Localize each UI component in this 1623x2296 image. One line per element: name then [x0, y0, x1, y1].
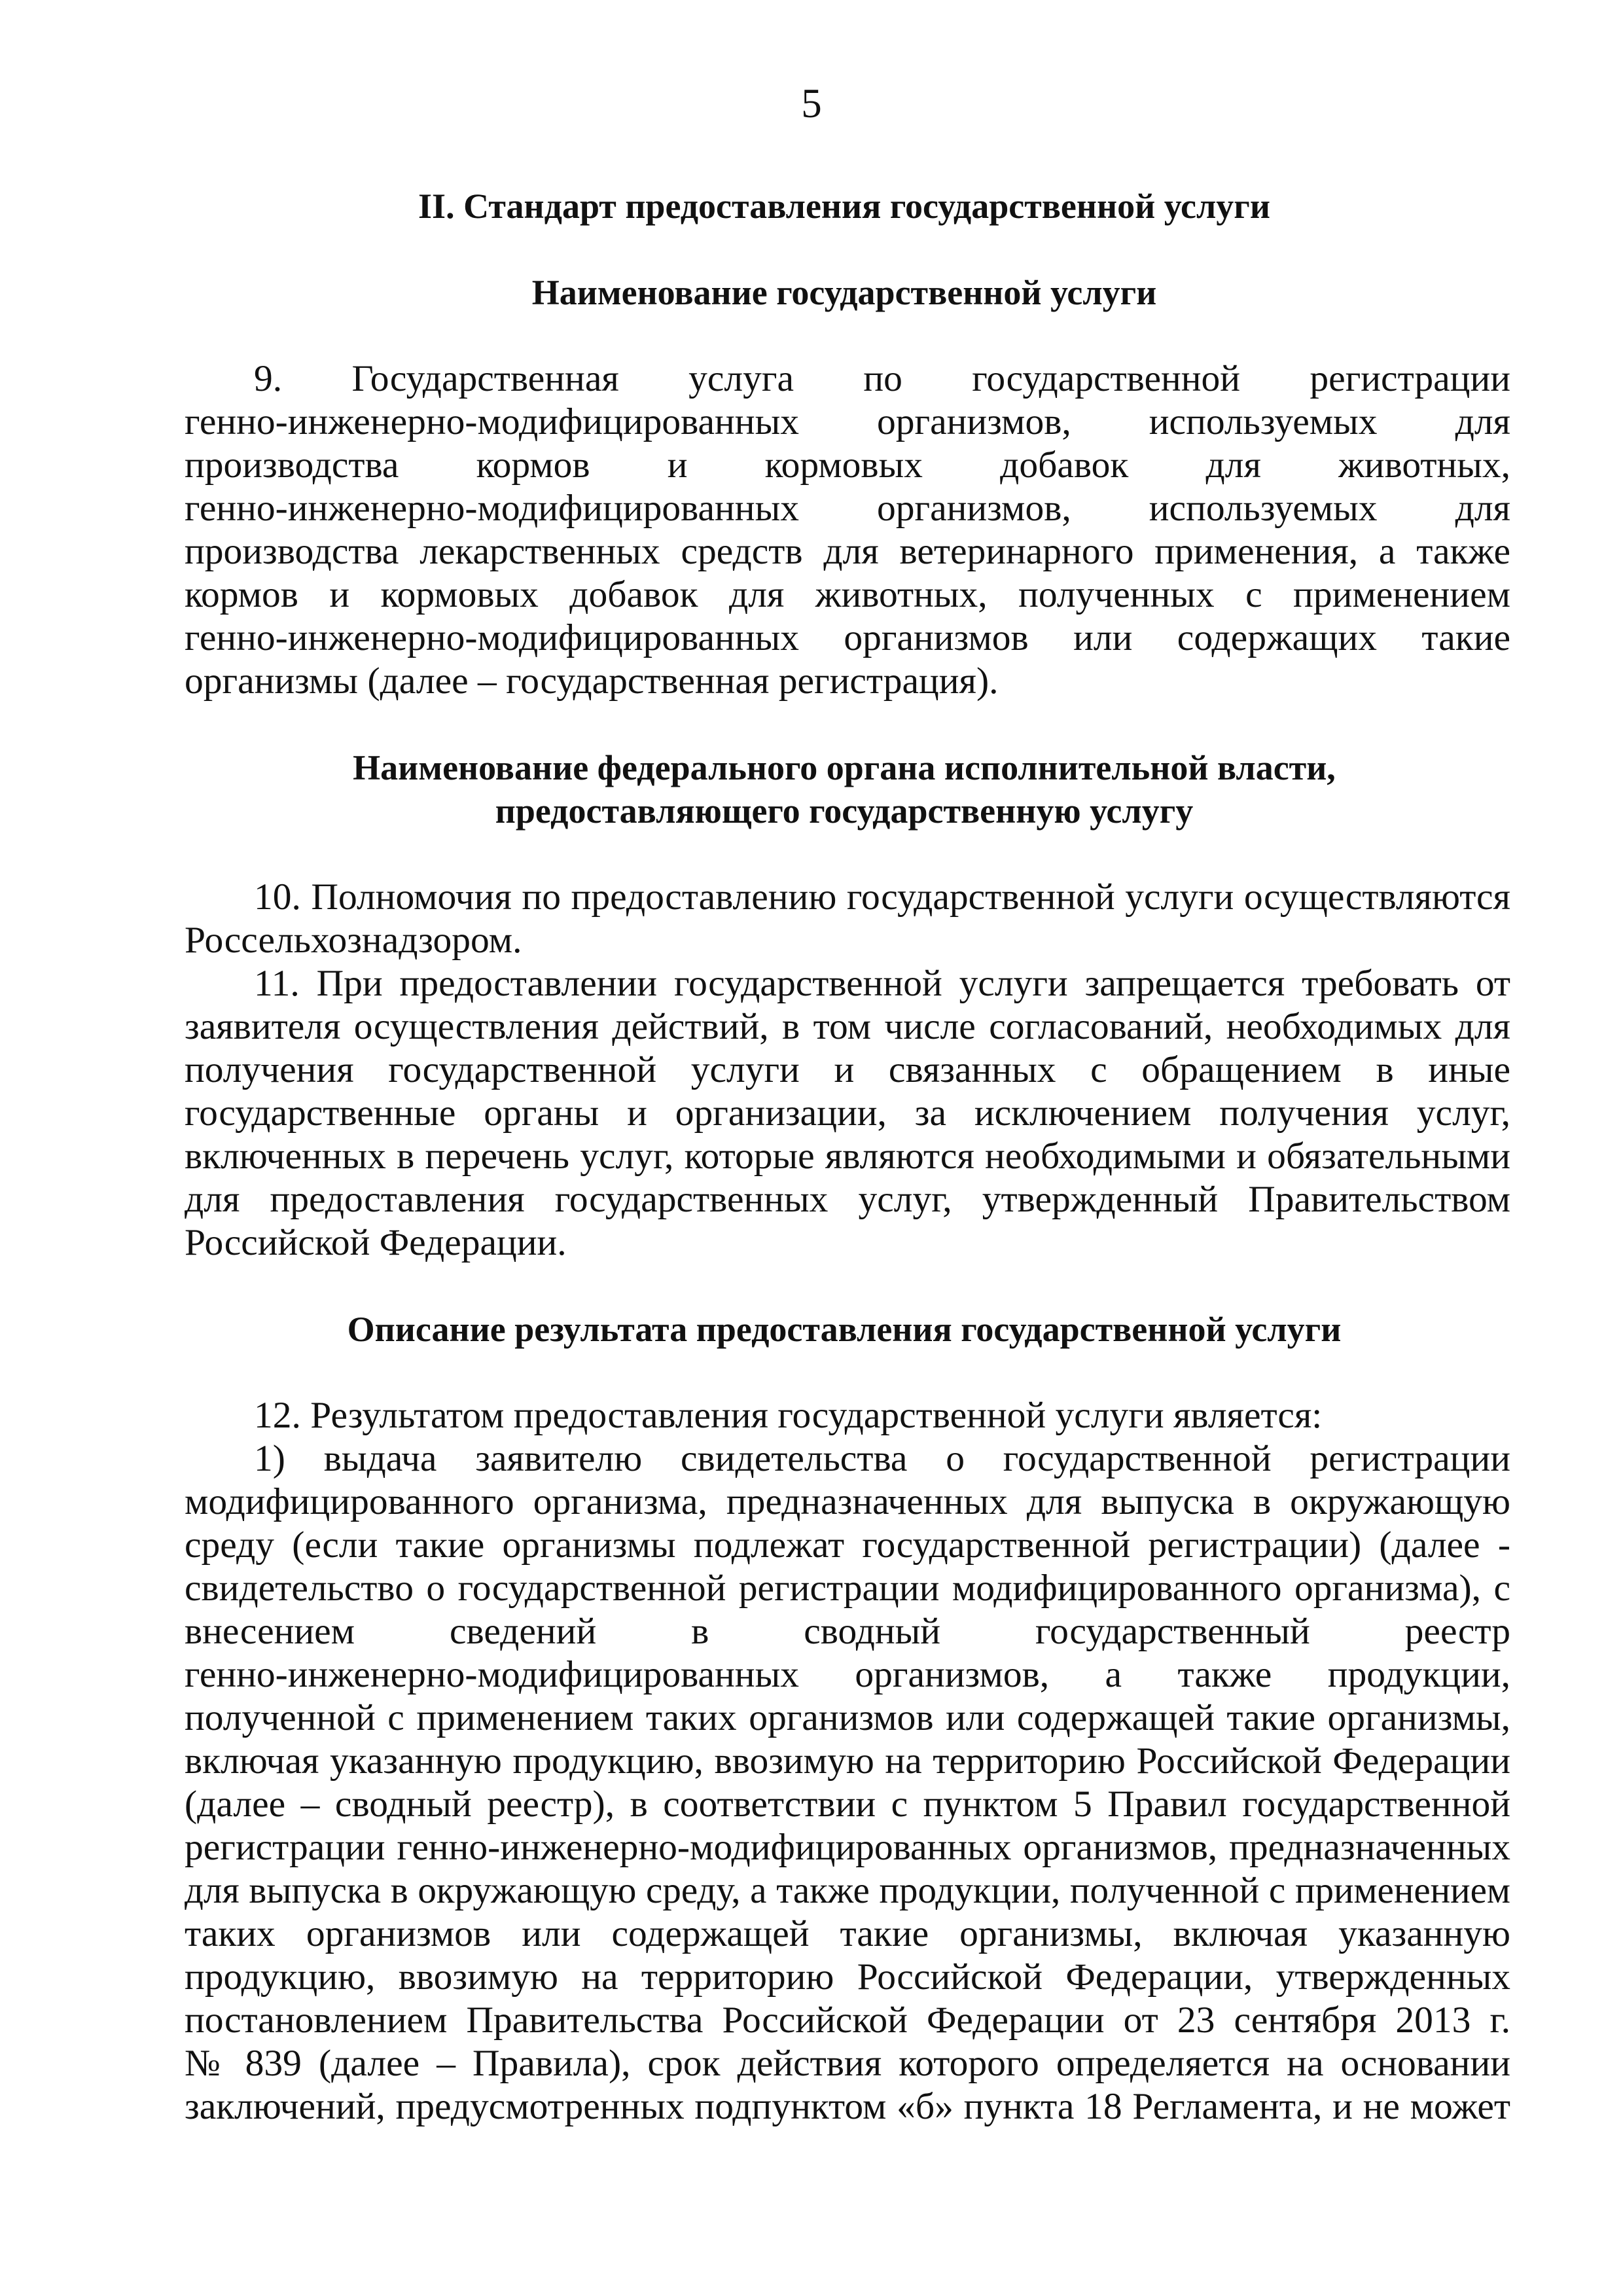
paragraph-line: среду (если такие организмы подлежат государственной регистрации) (далее - — [185, 1524, 1510, 1566]
paragraph-line: 1) выдача заявителю свидетельства о государственной регистрации — [254, 1438, 1510, 1479]
page-number: 5 — [801, 81, 822, 126]
paragraph-line: получения государственной услуги и связанных с обращением в иные — [185, 1049, 1510, 1090]
section-title: II. Стандарт предоставления государственной услуги — [418, 187, 1270, 226]
heading-service-name: Наименование государственной услуги — [531, 273, 1157, 312]
paragraph-line: организмы (далее – государственная регистрация). — [185, 660, 999, 702]
paragraph-line: включая указанную продукцию, ввозимую на территорию Российской Федерации — [185, 1740, 1510, 1782]
paragraph-line: генно-инженерно-модифицированных организмов, используемых для — [185, 401, 1510, 442]
paragraph-line: 9. Государственная услуга по государственной регистрации — [254, 358, 1510, 399]
paragraph-line: 11. При предоставлении государственной услуги запрещается требовать от — [254, 963, 1510, 1004]
heading-authority-line-1: Наименование федерального органа исполнительной власти, — [353, 748, 1336, 787]
paragraph-line: генно-инженерно-модифицированных организмов, а также продукции, — [185, 1654, 1510, 1695]
paragraph-line: модифицированного организма, предназначенных для выпуска в окружающую — [185, 1481, 1510, 1522]
paragraph-line: полученной с применением таких организмов или содержащей такие организмы, — [185, 1697, 1510, 1738]
paragraph-line: продукцию, ввозимую на территорию Российской Федерации, утвержденных — [185, 1956, 1510, 1998]
paragraph-line: производства кормов и кормовых добавок для животных, — [185, 444, 1510, 486]
paragraph-line: заявителя осуществления действий, в том числе согласований, необходимых для — [185, 1006, 1510, 1047]
paragraph-line: генно-инженерно-модифицированных организмов или содержащих такие — [185, 617, 1510, 658]
heading-result: Описание результата предоставления государственной услуги — [347, 1310, 1342, 1349]
paragraph-line: внесением сведений в сводный государственный реестр — [185, 1611, 1510, 1652]
paragraph-line: таких организмов или содержащей такие организмы, включая указанную — [185, 1913, 1510, 1954]
paragraph-line: (далее – сводный реестр), в соответствии с пунктом 5 Правил государственной — [185, 1784, 1510, 1825]
paragraph-line: кормов и кормовых добавок для животных, полученных с применением — [185, 574, 1510, 615]
paragraph-line: включенных в перечень услуг, которые являются необходимыми и обязательными — [185, 1136, 1510, 1177]
paragraph-line: регистрации генно-инженерно-модифицированных организмов, предназначенных — [185, 1827, 1510, 1868]
paragraph-line: № 839 (далее – Правила), срок действия которого определяется на основании — [185, 2043, 1510, 2084]
paragraph-line: свидетельство о государственной регистрации модифицированного организма), с — [185, 1568, 1510, 1609]
heading-authority-line-2: предоставляющего государственную услугу — [495, 791, 1194, 831]
paragraph-line: государственные органы и организации, за исключением получения услуг, — [185, 1092, 1510, 1134]
paragraph-line: производства лекарственных средств для ветеринарного применения, а также — [185, 531, 1510, 572]
paragraph-line: заключений, предусмотренных подпунктом «б» пункта 18 Регламента, и не может — [185, 2086, 1510, 2127]
paragraph-line: для предоставления государственных услуг, утвержденный Правительством — [185, 1179, 1510, 1220]
paragraph-line: постановлением Правительства Российской Федерации от 23 сентября 2013 г. — [185, 2000, 1510, 2041]
paragraph-line: Российской Федерации. — [185, 1222, 567, 1263]
paragraph-line: 12. Результатом предоставления государственной услуги является: — [254, 1395, 1323, 1436]
paragraph-line: генно-инженерно-модифицированных организмов, используемых для — [185, 488, 1510, 529]
paragraph-line: для выпуска в окружающую среду, а также продукции, полученной с применением — [185, 1870, 1510, 1911]
paragraph-line: 10. Полномочия по предоставлению государственной услуги осуществляются — [254, 876, 1510, 918]
paragraph-line: Россельхознадзором. — [185, 920, 522, 961]
